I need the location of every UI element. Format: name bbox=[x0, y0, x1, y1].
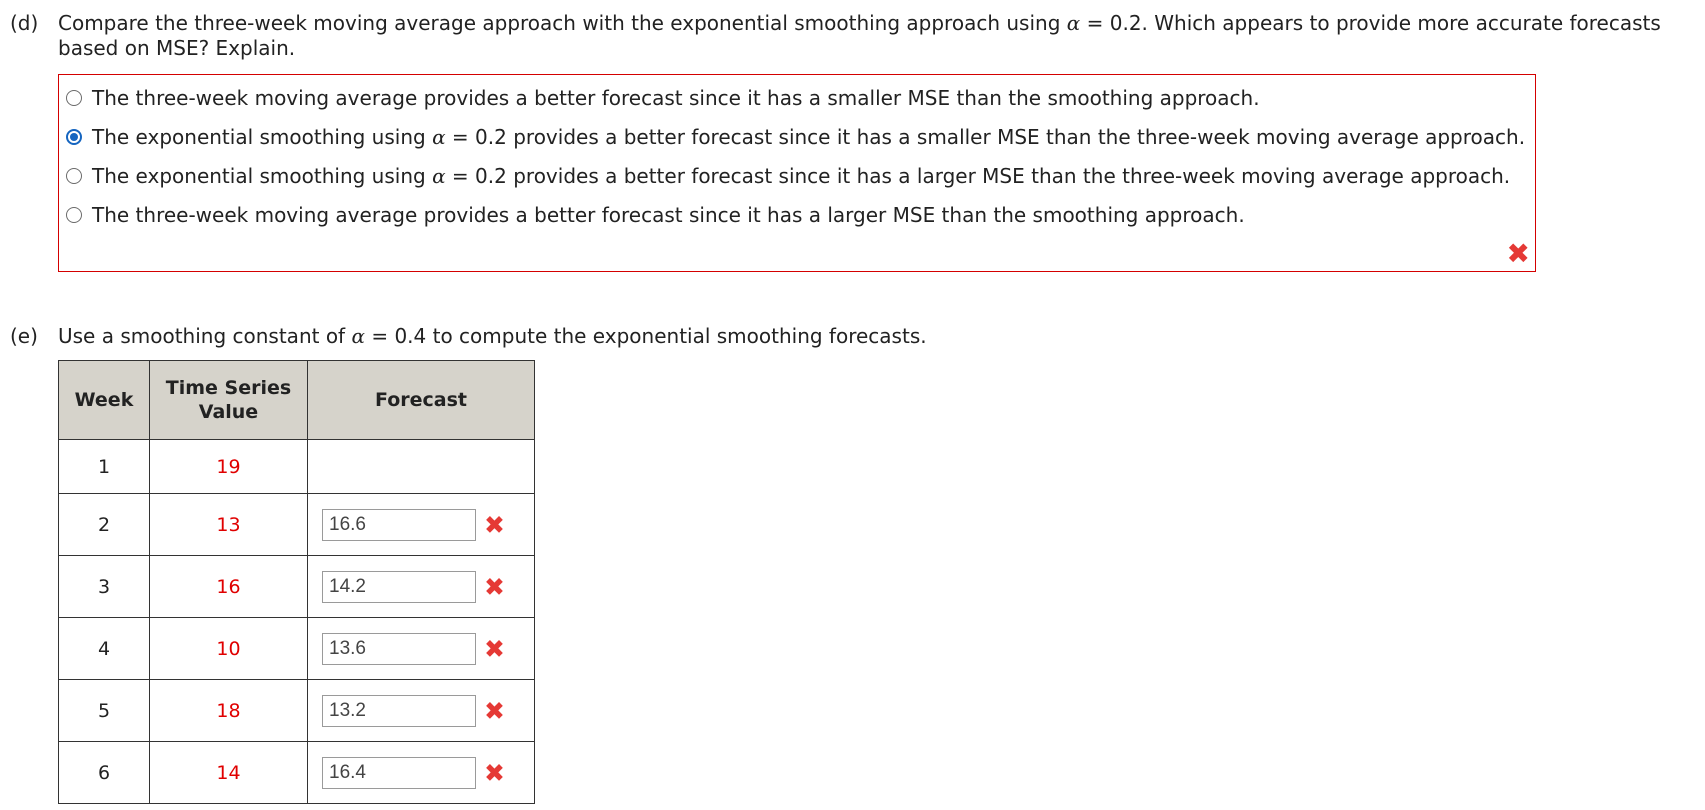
table-row bbox=[59, 618, 535, 680]
incorrect-x-icon: ✖ bbox=[484, 696, 505, 725]
header-week: Week bbox=[59, 361, 150, 440]
radio-button[interactable] bbox=[66, 207, 82, 223]
forecast-cell bbox=[308, 556, 535, 618]
incorrect-x-icon: ✖ bbox=[1506, 237, 1530, 270]
forecast-input[interactable] bbox=[322, 633, 476, 665]
value-cell: 10 bbox=[150, 618, 308, 680]
radio-button-selected[interactable] bbox=[66, 129, 82, 145]
forecast-input[interactable] bbox=[322, 695, 476, 727]
week-cell: 4 bbox=[59, 618, 150, 680]
option-1[interactable] bbox=[66, 85, 1260, 111]
alpha-symbol: α bbox=[351, 324, 365, 348]
header-time-series-value: Time Series Value bbox=[150, 361, 308, 440]
value-cell: 13 bbox=[150, 494, 308, 556]
forecast-input[interactable] bbox=[322, 757, 476, 789]
week-cell: 2 bbox=[59, 494, 150, 556]
week-cell: 6 bbox=[59, 742, 150, 804]
forecast-input[interactable] bbox=[322, 571, 476, 603]
value-cell: 18 bbox=[150, 680, 308, 742]
question-d bbox=[10, 11, 1700, 61]
radio-button[interactable] bbox=[66, 90, 82, 106]
question-e-text: Use a smoothing constant of α = 0.4 to compute the exponential smoothing forecasts. bbox=[58, 324, 927, 348]
incorrect-x-icon: ✖ bbox=[484, 510, 505, 539]
forecast-cell-empty bbox=[308, 440, 535, 494]
value-cell: 19 bbox=[150, 440, 308, 494]
table-row bbox=[59, 494, 535, 556]
option-3-label: The exponential smoothing using α = 0.2 provides a better forecast since it has a larger MSE than the three-week moving average approach. bbox=[92, 164, 1511, 188]
incorrect-x-icon: ✖ bbox=[484, 634, 505, 663]
week-cell: 5 bbox=[59, 680, 150, 742]
value-cell: 14 bbox=[150, 742, 308, 804]
incorrect-x-icon: ✖ bbox=[484, 758, 505, 787]
table-row bbox=[59, 680, 535, 742]
forecast-cell bbox=[308, 680, 535, 742]
option-3[interactable] bbox=[66, 163, 1510, 189]
forecast-cell bbox=[308, 494, 535, 556]
forecast-cell bbox=[308, 618, 535, 680]
forecast-cell bbox=[308, 742, 535, 804]
radio-button[interactable] bbox=[66, 168, 82, 184]
question-e bbox=[10, 324, 927, 349]
alpha-symbol: α bbox=[1066, 11, 1081, 35]
question-d-text: Compare the three-week moving average approach with the exponential smoothing approach using α = 0.2. Which appears to provide more accurate forecasts based on MSE? Explain. bbox=[58, 11, 1661, 60]
option-2[interactable] bbox=[66, 124, 1525, 150]
table-header-row bbox=[59, 361, 535, 440]
incorrect-x-icon: ✖ bbox=[484, 572, 505, 601]
answer-options-box bbox=[58, 74, 1536, 272]
table-row bbox=[59, 742, 535, 804]
week-cell: 3 bbox=[59, 556, 150, 618]
header-forecast: Forecast bbox=[308, 361, 535, 440]
value-cell: 16 bbox=[150, 556, 308, 618]
question-e-label: (e) bbox=[10, 324, 38, 348]
option-4[interactable] bbox=[66, 202, 1245, 228]
question-d-label: (d) bbox=[10, 11, 39, 35]
option-2-label: The exponential smoothing using α = 0.2 provides a better forecast since it has a smaller MSE than the three-week moving average approach. bbox=[92, 125, 1526, 149]
week-cell: 1 bbox=[59, 440, 150, 494]
option-1-label: The three-week moving average provides a better forecast since it has a smaller MSE than the smoothing approach. bbox=[92, 86, 1260, 110]
forecast-input[interactable] bbox=[322, 509, 476, 541]
option-4-label: The three-week moving average provides a better forecast since it has a larger MSE than the smoothing approach. bbox=[92, 203, 1245, 227]
forecast-table bbox=[58, 360, 535, 804]
table-row bbox=[59, 440, 535, 494]
table-row bbox=[59, 556, 535, 618]
